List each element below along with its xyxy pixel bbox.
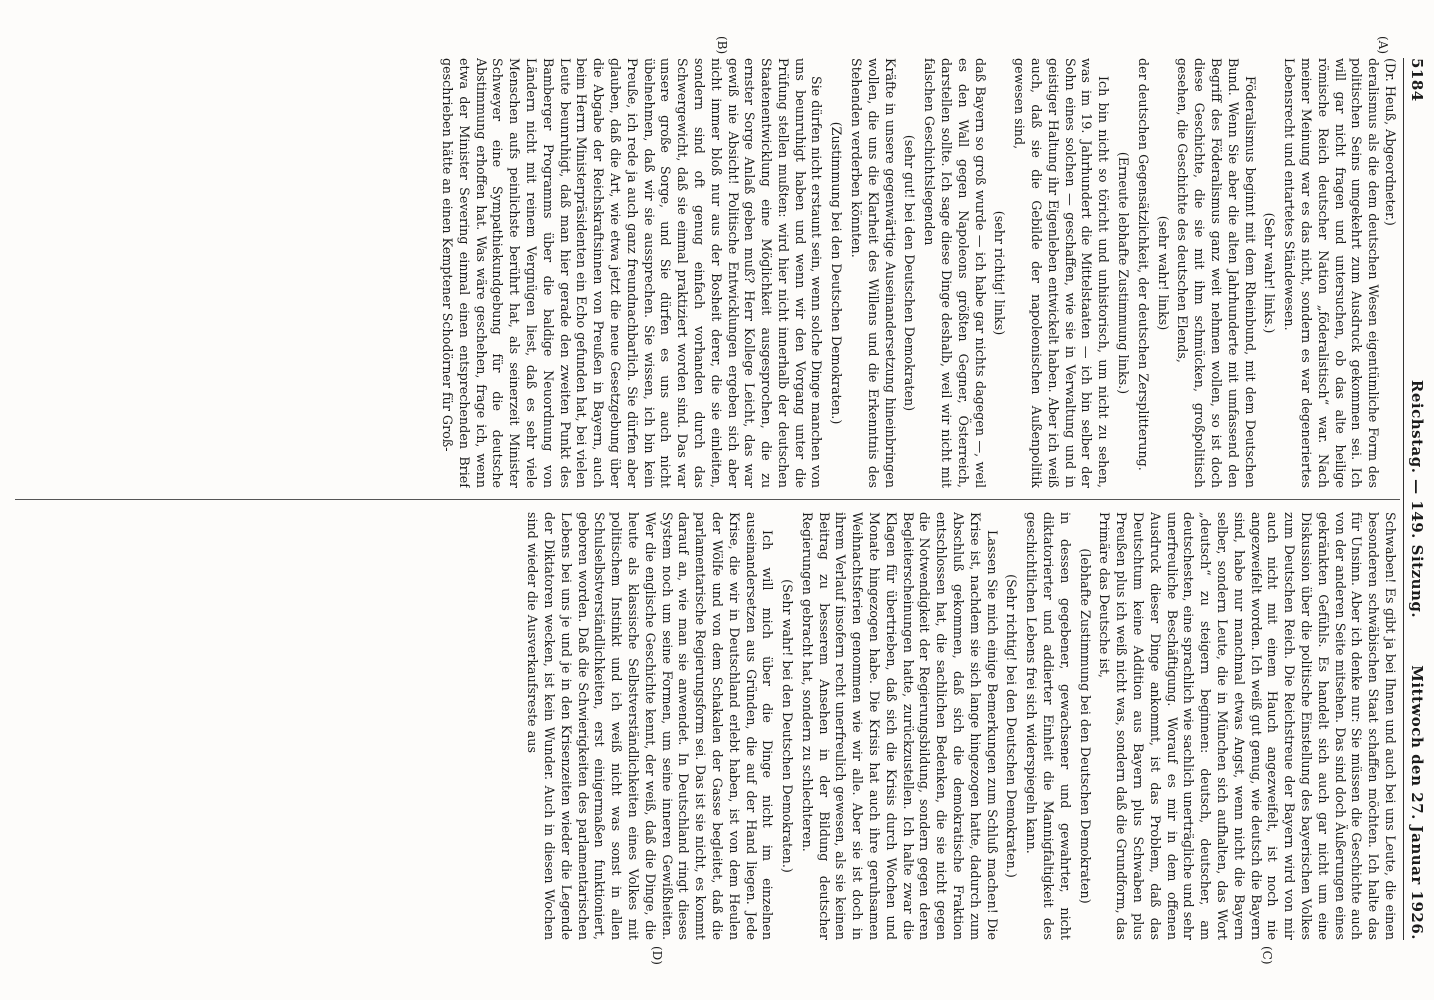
margin-mark-c: (C): [1260, 946, 1274, 965]
session-date: Mittwoch den 27. Januar 1926.: [1408, 665, 1426, 940]
interjection: (sehr gut! bei den Deutschen Demokraten): [902, 134, 918, 412]
page-number: 5184: [1408, 58, 1426, 102]
column-divider: [15, 499, 1400, 500]
page-header: [1404, 58, 1426, 940]
paragraph: Sie dürfen nicht erstaunt sein, wenn solche Dinge manchen von uns beunruhigt haben und wenn wir den Vorgang unter die Prüfung stellen mußten: wird hier nicht innerhalb der deutschen Staatenentwicklung eine Möglichkeit ausgesprochen, die zu ernster Sorge Anlaß geben muß? Herr Kollege Leicht, das war gewiß nie Absicht! Politische Entwicklungen ergeben sich aber nicht immer bloß nur aus der Bosheit derer, die sie einleiten, sondern sind oft genug einfach vorhanden durch das Schwergewicht, daß sie einmal praktiziert worden sind. Das war unsere große Sorge, und Sie dürfen es uns auch nicht übelnehmen, daß wir sie aussprechen. Sie wissen, ich bin kein Preuße, ich rede ja auch ganz freundnachbarlich. Sie dürfen aber glauben, daß die Art, wie etwa jetzt die neue Gesetzgebung über die Abgabe der Reichskraftsinnen von Preußen in Bayern, auch beim Herrn Ministerpräsidenten ein Echo gefunden hat, bei vielen Leute beunruhigt, daß man hier gerade den zweiten Punkt des Bamberger Programms über die baldige Neuordnung von Ländern nicht mit reinem Vergnügen liest, daß es sehr viele Menschen aufs peinlichste berührt hat, als seinerzeit Minister Schweyer eine Sympathiekundgebung für die deutsche Abstimmung erhoffen hat. Was wäre geschehen, frage ich, wenn etwa der Minister Severing einmal einen entsprechenden Brief geschrieben hätte an einen Kemptener Schodörner für Groß-: [439, 58, 825, 488]
paragraph: Ich bin nicht so töricht und unhistorisch, um nicht zu sehen, was im 19. Jahrhundert die Mittelstaaten — ich bin selber der Sohn eines solchen — geschaffen, wie sie in Verwaltung und in geistiger Haltung ihr Eigenleben entwickelt haben. Aber ich weiß auch, daß sie die Gebilde der napoleonischen Außenpolitik gewesen sind,: [1012, 58, 1112, 488]
right-column: [18, 512, 1398, 940]
paragraph: Schwaben! Es gibt ja bei Ihnen und auch bei uns Leute, die einen besonderen schwäbischen Staat schaffen möchten. Ich halte das für Unsinn. Aber ich denke nur: Sie müssen die Geschichte auch von der anderen Seite mitsehen. Das sind doch Äußerungen eines gekränkten Gefühls. Es handelt sich auch gar nicht um eine Diskussion über die politische Einstellung des bayerischen Volkes zum Deutschen Reich. Die Reichstreue der Bayern wird von mir auch nicht mit einem Hauch angezweifelt, ist noch nie angezweifelt worden. Ich weiß gut genug, wie deutsch die Bayern sind, habe nur manchmal etwas Angst, wenn nicht die Bayern selber, sondern Leute, die in München sich aufhalten, das Wort „deutsch“ zu steigern beginnen: deutsch, deutscher, am deutschesten, eine sprachlich wie sachlich unerträgliche und sehr unerfreuliche Beschäftigung. Worauf es mir in dem offenen Ausdruck dieser Dinge ankommt, ist das Problem, daß das Deutschtum keine Addition aus Bayern plus Schwaben plus Preußen plus ich weiß nicht was, sondern daß die Grundform, das Primäre das Deutsche ist,: [1097, 512, 1398, 940]
margin-mark-d: (D): [650, 946, 664, 965]
interjection: (Sehr wahr! bei den Deutschen Demokraten.): [780, 579, 796, 873]
interjection: (sehr wahr! links): [1155, 215, 1171, 331]
header-rule: [1403, 58, 1404, 940]
interjection: (Sehr wahr! links.): [1262, 212, 1278, 334]
paragraph: daß Bayern so groß wurde — ich habe gar nichts dagegen —, weil es den Wall gegen Napoleons größten Gegner, Österreich, darstellen sollte. Ich sage diese Dinge deshalb, weil wir nicht mit falschen Geschichtslegenden: [922, 58, 988, 488]
interjection: (Sehr richtig! bei den Deutschen Demokraten.): [1004, 574, 1020, 878]
paragraph: Kräfte in unsere gegenwärtige Auseinandersetzung hineinbringen wollen, die uns die Klarheit des Willens und die Erkenntnis des Stehenden verderben könnten.: [849, 58, 898, 488]
interjection: (Erneute lebhafte Zustimmung links.): [1116, 151, 1132, 395]
paragraph: Föderalismus beginnt mit dem Rheinbund, mit dem Deutschen Bund. Wenn Sie aber die alten Jahrhunderte mit umfassend den Begriff des Föderalismus ganz weit nehmen wollen, so ist doch diese Geschichte, die sie mit ihm schmücken, großpolitisch gesehen, die Geschichte des deutschen Elends,: [1175, 58, 1258, 488]
speaker-name: (Dr. Heuß, Abgeordneter.): [1383, 58, 1398, 226]
paragraph: der deutschen Gegensätzlichkeit, der deutschen Zersplitterung.: [1135, 58, 1151, 471]
left-column: [18, 58, 1398, 488]
paragraph: deralismus als die dem deutschen Wesen eigentümliche Form des politischen Seins umgekehrt zum Ausdruck gekommen sei. Ich will gar nicht fragen und untersuchen, ob das alte heilige römische Reich deutscher Nation „föderalistisch“ war. Nach meiner Meinung war es das nicht, sondern es war degeneriertes Lebensrecht und entartetes Ständewesen.: [1282, 58, 1382, 488]
paragraph: Ich will mich über die Dinge nicht im einzelnen auseinandersetzen aus Gründen, die auf der Hand liegen. Jede Krise, die wir in Deutschland erlebt haben, ist von dem Heulen der Wölfe und von dem Schakalen der Gasse begleitet, daß die parlamentarische Regierungsform sei. Das ist sie nicht, es kommt darauf an, wie man sie anwendet. In Deutschland ringt dieses System noch um seine Formen, um seine inneren Gewißheiten. Wer die englische Geschichte kennt, der weiß, daß die Dinge, die heute als klassische Selbstverständlichkeiten eines Volkes mit politischem Instinkt und ich weiß nicht was sonst in allen Schulselbstverständlichkeiten, erst einigermaßen funktioniert, geboren worden. Daß die Schwierigkeiten des parlamentarischen Lebens bei uns je und je in den Krisenzeiten wieder die Legende der Diktatoren wecken, ist kein Wunder. Auch in diesen Wochen sind wieder die Ausverkaufsreste aus: [525, 512, 776, 940]
margin-mark-a: (A): [1376, 36, 1390, 55]
paragraph: Lassen Sie mich einige Bemerkungen zum Schluß machen! Die Krise ist, nachdem sie sich lange hingezogen hatte, dadurch zum Abschluß gekommen, daß sich die demokratische Fraktion entschlossen hat, die sachlichen Bedenken, die sie nicht gegen die Notwendigkeit der Regierungsbildung, sondern gegen deren Begleiterscheinungen hatte, zurückzustellen. Ich halte zwar die Klagen für übertrieben, daß sich die Krisis durch Wochen und Monate hingezogen habe. Die Krisis hat auch ihre geruhsamen Weihnachtsferien genommen wie wir alle. Aber sie ist doch in ihrem Verlauf insofern recht unerfreulich gewesen, als sie keinen Beitrag zu besserem Ansehen in der Bildung deutscher Regierungen gebracht hat, sondern zu schlechteren.: [799, 512, 1000, 940]
paragraph: in dessen gegebener, gewachsener und gewahrter, nicht diktatorierter und addierter Einheit die Mannigfaltigkeit des geschichtlichen Lebens frei sich widerspiegeln kann.: [1024, 512, 1073, 940]
session-title: Reichstag. — 149. Sitzung.: [1408, 379, 1426, 619]
margin-mark-b: (B): [715, 36, 729, 55]
interjection: (sehr richtig! links): [992, 210, 1008, 336]
interjection: (lebhafte Zustimmung bei den Deutschen Demokraten): [1077, 548, 1093, 904]
interjection: (Zustimmung bei den Deutschen Demokraten.): [829, 121, 845, 425]
